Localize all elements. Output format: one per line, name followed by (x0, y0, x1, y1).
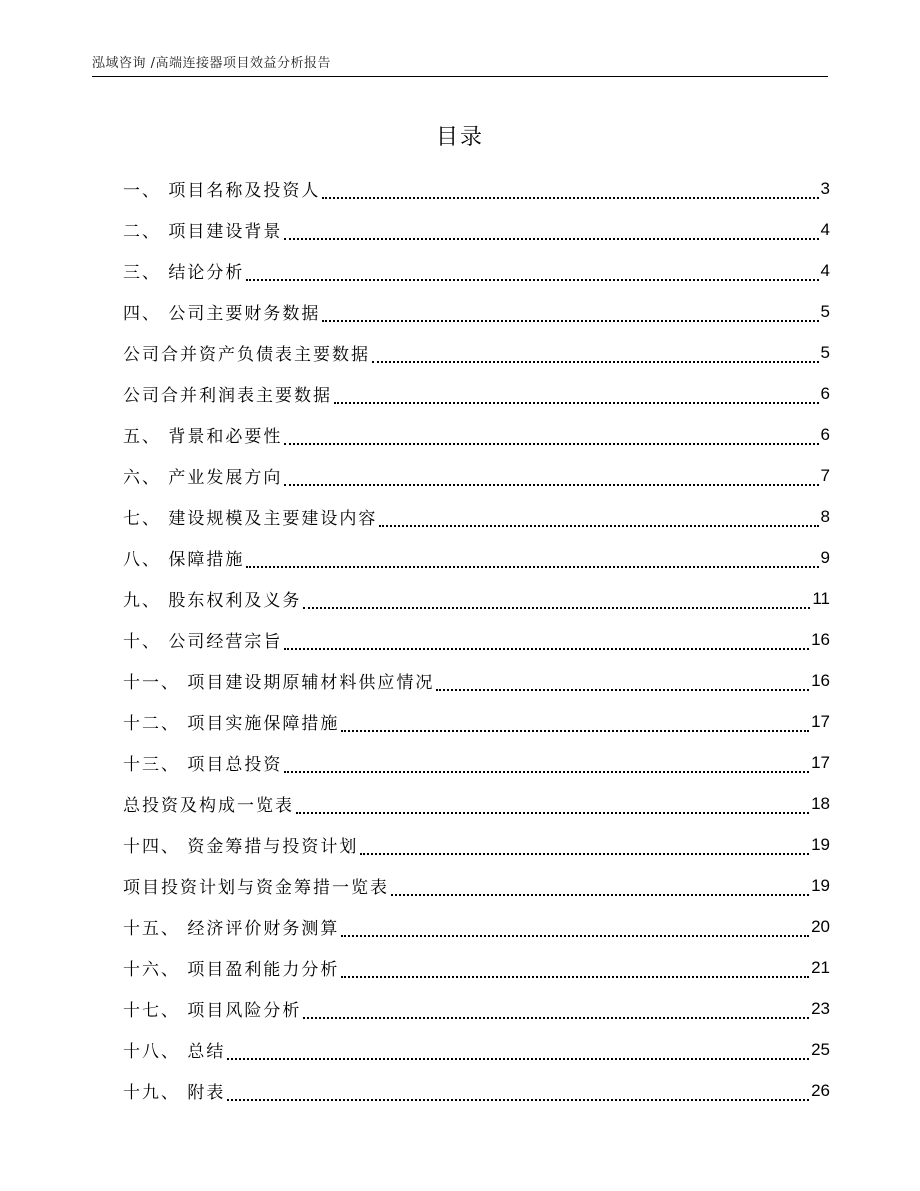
toc-leader-dots (379, 511, 818, 527)
toc-leader-dots (284, 470, 818, 486)
toc-page-number: 18 (811, 793, 830, 813)
toc-leader-dots (372, 347, 819, 363)
toc-page-number: 23 (811, 998, 830, 1018)
toc-entry[interactable] (123, 578, 830, 619)
toc-entry[interactable] (123, 947, 830, 988)
toc-page-number: 5 (820, 301, 830, 321)
toc-entry-label: 九、 股东权利及义务 (123, 591, 302, 611)
toc-leader-dots (296, 798, 809, 814)
toc-entry-label: 六、 产业发展方向 (123, 468, 283, 488)
toc-entry[interactable] (123, 824, 830, 865)
toc-leader-dots (436, 675, 809, 691)
toc-entry[interactable] (123, 455, 830, 496)
toc-leader-dots (341, 921, 809, 937)
toc-entry[interactable] (123, 168, 830, 209)
toc-entry[interactable] (123, 496, 830, 537)
toc-leader-dots (284, 634, 809, 650)
toc-entry-label: 四、 公司主要财务数据 (123, 304, 321, 324)
toc-entry[interactable] (123, 414, 830, 455)
toc-entry[interactable] (123, 1070, 830, 1111)
toc-leader-dots (227, 1085, 809, 1101)
toc-page-number: 3 (820, 178, 830, 198)
toc-page-number: 7 (820, 465, 830, 485)
toc-page-number: 25 (811, 1039, 830, 1059)
toc-entry-label: 十五、 经济评价财务测算 (123, 919, 340, 939)
toc-leader-dots (360, 839, 809, 855)
toc-leader-dots (284, 757, 809, 773)
toc-entry-label: 公司合并资产负债表主要数据 (123, 345, 370, 365)
toc-entry-label: 十九、 附表 (123, 1083, 226, 1103)
toc-entry[interactable] (123, 1029, 830, 1070)
toc-entry-label: 二、 项目建设背景 (123, 222, 283, 242)
toc-entry-label: 七、 建设规模及主要建设内容 (123, 509, 378, 529)
toc-page-number: 21 (811, 957, 830, 977)
toc-page-number: 17 (811, 752, 830, 772)
toc-leader-dots (303, 1003, 809, 1019)
toc-entry[interactable] (123, 660, 830, 701)
toc-page-number: 16 (811, 670, 830, 690)
toc-entry[interactable] (123, 373, 830, 414)
toc-entry-label: 一、 项目名称及投资人 (123, 181, 321, 201)
toc-page-number: 26 (811, 1080, 830, 1100)
toc-leader-dots (246, 265, 818, 281)
toc-entry-label: 十四、 资金筹措与投资计划 (123, 837, 359, 857)
toc-leader-dots (227, 1044, 809, 1060)
toc-entry[interactable] (123, 291, 830, 332)
toc-entry-label: 八、 保障措施 (123, 550, 245, 570)
toc-entry[interactable] (123, 742, 830, 783)
toc-entry[interactable] (123, 906, 830, 947)
toc-page-number: 20 (811, 916, 830, 936)
running-header: 泓域咨询 /高端连接器项目效益分析报告 (92, 56, 332, 71)
toc-entry[interactable] (123, 209, 830, 250)
toc-entry-label: 总投资及构成一览表 (123, 796, 294, 816)
toc-leader-dots (391, 880, 809, 896)
table-of-contents (123, 168, 830, 1111)
toc-entry-label: 十二、 项目实施保障措施 (123, 714, 340, 734)
toc-page-number: 11 (812, 588, 830, 608)
toc-entry-label: 十、 公司经营宗旨 (123, 632, 283, 652)
toc-leader-dots (284, 224, 818, 240)
toc-leader-dots (303, 593, 810, 609)
toc-entry[interactable] (123, 783, 830, 824)
toc-entry[interactable] (123, 250, 830, 291)
toc-entry[interactable] (123, 701, 830, 742)
toc-entry-label: 五、 背景和必要性 (123, 427, 283, 447)
toc-entry[interactable] (123, 865, 830, 906)
toc-page-number: 6 (820, 383, 830, 403)
toc-leader-dots (322, 306, 818, 322)
toc-leader-dots (284, 429, 818, 445)
toc-leader-dots (341, 716, 809, 732)
toc-page-number: 8 (820, 506, 830, 526)
toc-entry[interactable] (123, 988, 830, 1029)
toc-entry-label: 项目投资计划与资金筹措一览表 (123, 878, 389, 898)
toc-page-number: 4 (820, 219, 830, 239)
toc-leader-dots (246, 552, 818, 568)
toc-page-number: 19 (811, 834, 830, 854)
page-title: 目录 (435, 125, 484, 150)
toc-entry-label: 十八、 总结 (123, 1042, 226, 1062)
toc-page-number: 9 (820, 547, 830, 567)
toc-page-number: 19 (811, 875, 830, 895)
toc-leader-dots (334, 388, 819, 404)
toc-entry-label: 十三、 项目总投资 (123, 755, 283, 775)
toc-leader-dots (322, 183, 818, 199)
toc-page-number: 6 (820, 424, 830, 444)
toc-leader-dots (341, 962, 809, 978)
toc-entry[interactable] (123, 537, 830, 578)
toc-entry[interactable] (123, 332, 830, 373)
toc-entry-label: 十六、 项目盈利能力分析 (123, 960, 340, 980)
toc-page-number: 5 (820, 342, 830, 362)
toc-entry-label: 十七、 项目风险分析 (123, 1001, 302, 1021)
toc-entry-label: 三、 结论分析 (123, 263, 245, 283)
toc-entry-label: 十一、 项目建设期原辅材料供应情况 (123, 673, 435, 693)
toc-page-number: 17 (811, 711, 830, 731)
toc-entry-label: 公司合并利润表主要数据 (123, 386, 332, 406)
toc-entry[interactable] (123, 619, 830, 660)
toc-page-number: 4 (820, 260, 830, 280)
header-divider (92, 76, 828, 77)
toc-page-number: 16 (811, 629, 830, 649)
